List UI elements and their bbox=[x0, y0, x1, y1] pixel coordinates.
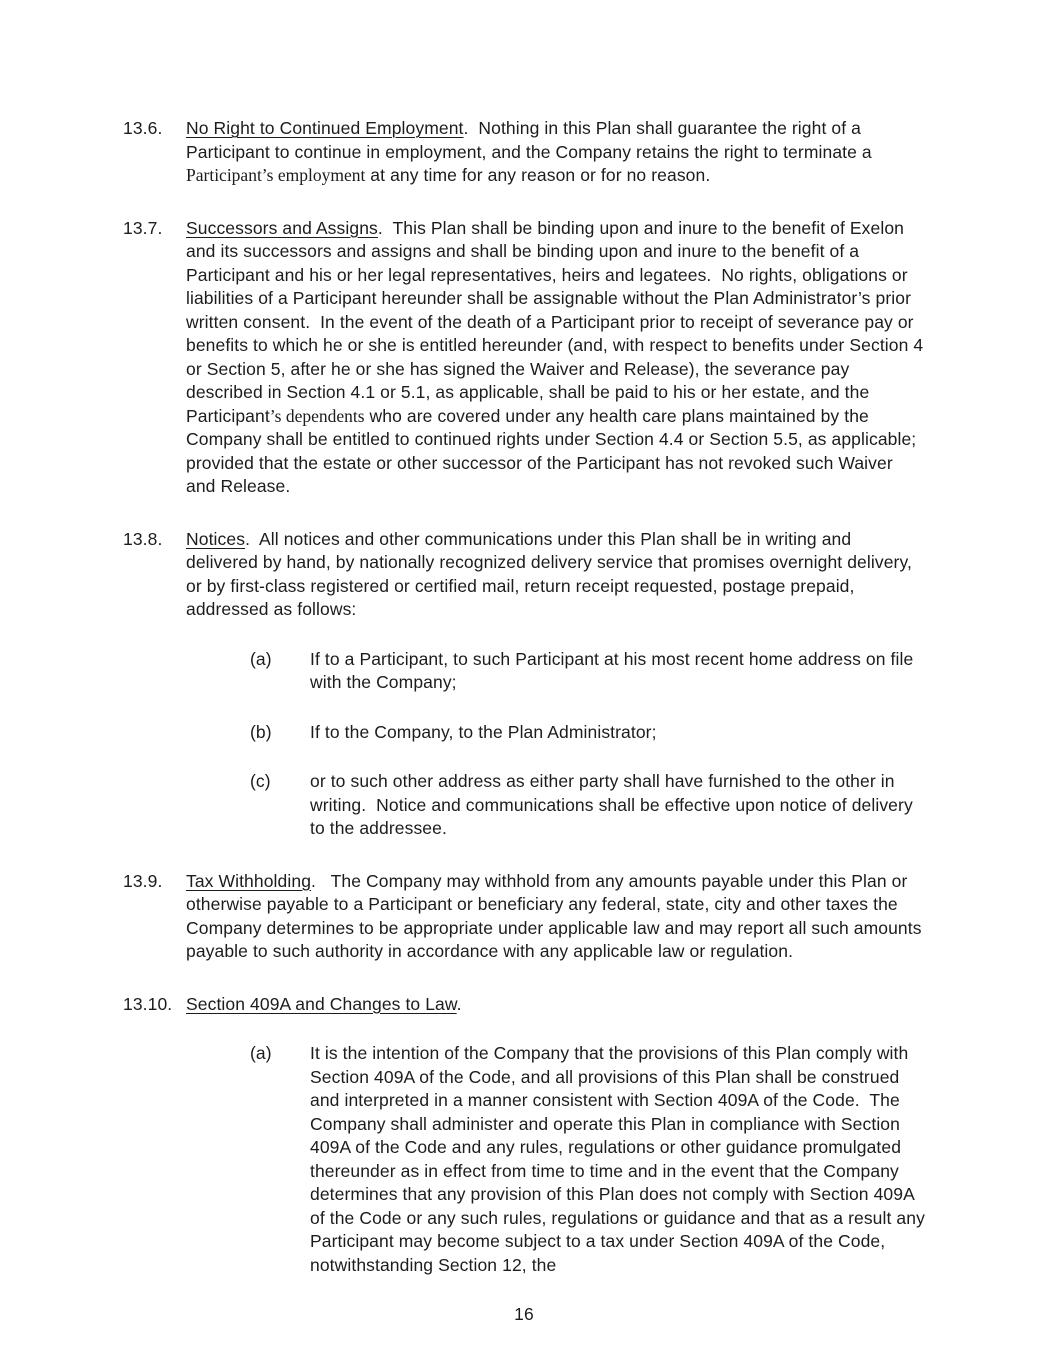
serif-fragment: Participant’s employment bbox=[186, 165, 366, 185]
section-heading: Section 409A and Changes to Law bbox=[186, 993, 457, 1014]
section-body: . The Company may withhold from any amounts payable under this Plan or otherwise payable to a Participant or beneficiary any federal, state, city and other taxes the Company determines to be appropriate under applicable law and may report all such amounts payable to such authority in accordance with any applicable law or regulation. bbox=[186, 870, 927, 961]
section-body: . All notices and other communications under this Plan shall be in writing and delivered by hand, by nationally recognized delivery service that promises overnight delivery, or by first-class registered or certified mail, return receipt requested, postage prepaid, addressed as follows: bbox=[186, 528, 917, 619]
section-heading: Successors and Assigns bbox=[186, 217, 378, 238]
section bbox=[123, 217, 929, 499]
section bbox=[123, 528, 925, 841]
subitem-label: (a) bbox=[250, 648, 272, 669]
section-number: 13.9. bbox=[123, 870, 163, 891]
list-item bbox=[250, 648, 925, 695]
subitems bbox=[186, 648, 925, 841]
subitem-label: (a) bbox=[250, 1043, 272, 1063]
sections-container bbox=[123, 117, 930, 1277]
list-item bbox=[250, 1042, 930, 1277]
subitem-label: (b) bbox=[250, 721, 272, 742]
list-item bbox=[250, 770, 925, 841]
subitem-label: (c) bbox=[250, 771, 271, 791]
section-body: . This Plan shall be binding upon and inure to the benefit of Exelon and its successors and assigns and shall be binding upon and inure to the benefit of a Participant and his or her legal representatives, heirs and legatees. No rights, obligations or liabilities of a Participant hereunder shall be assignable without the Plan Administrator’s prior written consent. In the event of the death of a Participant prior to receipt of severance pay or benefits to which he or she is entitled hereunder (and, with respect to benefits under Section 4 or Section 5, after he or she has signed the Waiver and Release), the severance pay described in Section 4.1 or 5.1, as applicable, shall be paid to his or her estate, and the Participant’s dependents who are covered under any health care plans maintained by the Company shall be entitled to continued rights under Section 4.4 or Section 5.5, as applicable; provided that the estate or other successor of the Participant has not revoked such Waiver and Release. bbox=[186, 217, 929, 496]
section-content bbox=[186, 993, 930, 1278]
section-number: 13.8. bbox=[123, 528, 163, 549]
section-number: 13.10. bbox=[123, 993, 173, 1014]
section-number: 13.7. bbox=[123, 217, 163, 238]
page-number: 16 bbox=[514, 1304, 534, 1324]
section-body: . Nothing in this Plan shall guarantee the right of a Participant to continue in employment, and the Company retains the right to terminate a Participant’s employment at any time for any reason or for no reason. bbox=[186, 118, 877, 185]
serif-fragment: ’s dependents bbox=[269, 405, 365, 426]
section-body: . bbox=[456, 993, 462, 1014]
section-content bbox=[186, 528, 925, 841]
section-heading: No Right to Continued Employment bbox=[186, 118, 464, 138]
subitem-text: It is the intention of the Company that the provisions of this Plan comply with Section 409A of the Code, and all provisions of this Plan shall be construed and interpreted in a manner consistent with Section 409A of the Code. The Company shall administer and operate this Plan in compliance with Section 409A of the Code and any rules, regulations or other guidance promulgated thereunder as in effect from time to time and in the event that the Company determines that any provision of this Plan does not comply with Section 409A of the Code or any such rules, regulations or guidance and that as a result any Participant may become subject to a tax under Section 409A of the Code, notwithstanding Section 12, the bbox=[310, 1043, 930, 1275]
subitems bbox=[186, 1042, 930, 1277]
section bbox=[123, 993, 930, 1278]
list-item bbox=[250, 721, 925, 745]
subitem-text: or to such other address as either party shall have furnished to the other in writing. Notice and communications shall be effective upon notice of delivery to the addressee. bbox=[310, 771, 918, 838]
section-heading: Tax Withholding bbox=[186, 870, 312, 891]
section-heading: Notices bbox=[186, 528, 246, 549]
subitem-text: If to a Participant, to such Participant at his most recent home address on file with the Company; bbox=[310, 648, 919, 692]
section-content bbox=[186, 870, 925, 964]
section bbox=[123, 117, 925, 188]
section bbox=[123, 870, 925, 964]
section-number: 13.6. bbox=[123, 118, 163, 138]
subitem-text: If to the Company, to the Plan Administrator; bbox=[310, 721, 657, 742]
section-content bbox=[186, 117, 925, 188]
section-content bbox=[186, 217, 929, 499]
